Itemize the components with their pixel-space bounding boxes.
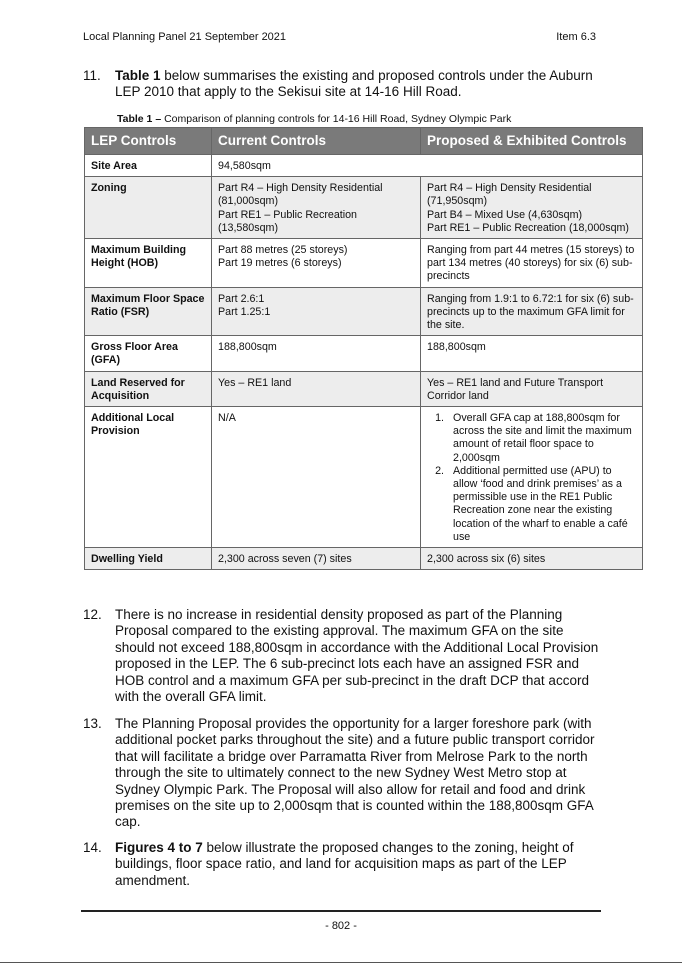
cell-proposed: Yes – RE1 land and Future Transport Corridor land <box>421 371 643 406</box>
paragraph-11 <box>83 68 603 101</box>
cell-proposed: 2,300 across six (6) sites <box>421 548 643 570</box>
page-number: - 802 - <box>325 920 357 932</box>
cell-proposed: Ranging from 1.9:1 to 6.72:1 for six (6) sub-precincts up to the maximum GFA limit for the site. <box>421 287 643 336</box>
bold-reference: Figures 4 to 7 <box>115 840 203 855</box>
provision-list <box>427 412 636 544</box>
paragraph-text <box>115 68 603 101</box>
cell-current: Part 2.6:1 Part 1.25:1 <box>212 287 421 336</box>
row-label: Gross Floor Area (GFA) <box>85 336 212 371</box>
cell-current: Yes – RE1 land <box>212 371 421 406</box>
footer-divider <box>81 910 601 912</box>
table-row-dwelling-yield <box>85 548 643 570</box>
paragraph-number: 11. <box>83 68 101 83</box>
paragraph-number: 14. <box>83 840 102 855</box>
provision-item: 2. Additional permitted use (APU) to allow ‘food and drink premises’ as a permissible use in the RE1 Public Recreation zone near the existing location of the wharf to enable a café use <box>447 465 636 544</box>
paragraph-body: below summarises the existing and proposed controls under the Auburn LEP 2010 that apply to the Sekisui site at 14-16 Hill Road. <box>115 68 593 100</box>
table-row-fsr <box>85 287 643 336</box>
cell-proposed: Part R4 – High Density Residential (71,950sqm) Part B4 – Mixed Use (4,630sqm) Part RE1 – Public Recreation (18,000sqm) <box>421 177 643 239</box>
cell-current: Part R4 – High Density Residential (81,000sqm) Part RE1 – Public Recreation (13,580sqm) <box>212 177 421 239</box>
cell-current: Part 88 metres (25 storeys) Part 19 metres (6 storeys) <box>212 239 421 288</box>
paragraph-14 <box>83 840 603 889</box>
paragraph-body: below illustrate the proposed changes to the zoning, height of buildings, floor space ratio, and land for acquisition maps as part of the LEP amendment. <box>115 840 574 888</box>
row-label: Site Area <box>85 155 212 177</box>
paragraph-12 <box>83 607 603 705</box>
table-row-height <box>85 239 643 288</box>
table-row-gfa <box>85 336 643 371</box>
header-item-number: Item 6.3 <box>556 31 596 43</box>
table-row-land-reserved <box>85 371 643 406</box>
column-header-lep-controls: LEP Controls <box>85 128 212 155</box>
table-caption <box>117 113 511 125</box>
table-row-site-area <box>85 155 643 177</box>
cell-current: N/A <box>212 407 421 548</box>
row-label: Maximum Building Height (HOB) <box>85 239 212 288</box>
paragraph-text: The Planning Proposal provides the opportunity for a larger foreshore park (with additional pocket parks throughout the site) and a future public transport corridor that will facilitate a bridge over Parramatta River from Melrose Park to the north through the site to ultimately connect to the new Sydney West Metro stop at Sydney Olympic Park. The Proposal will also allow for retail and food and drink premises on the site up to 2,000sqm that is counted within the 188,800sqm GFA cap. <box>115 716 595 830</box>
row-label: Maximum Floor Space Ratio (FSR) <box>85 287 212 336</box>
cell-proposed <box>421 407 643 548</box>
table-row-zoning <box>85 177 643 239</box>
row-label: Zoning <box>85 177 212 239</box>
bold-reference: Table 1 <box>115 68 161 83</box>
paragraph-number: 13. <box>83 716 102 731</box>
cell-current: 188,800sqm <box>212 336 421 371</box>
header-meeting: Local Planning Panel 21 September 2021 <box>83 31 287 43</box>
paragraph-number: 12. <box>83 607 102 622</box>
row-label: Land Reserved for Acquisition <box>85 371 212 406</box>
caption-lead: Table 1 – <box>117 113 162 125</box>
cell-current: 2,300 across seven (7) sites <box>212 548 421 570</box>
page-edge-divider <box>0 962 682 963</box>
provision-item: 1. Overall GFA cap at 188,800sqm for across the site and limit the maximum amount of retail floor space to 2,000sqm <box>447 412 636 465</box>
page-header <box>83 31 596 43</box>
paragraph-text: There is no increase in residential density proposed as part of the Planning Proposal compared to the existing approval. The maximum GFA on the site should not exceed 188,800sqm in accordance with the Additional Local Provision proposed in the LEP. The 6 sub-precinct lots each have an assigned FSR and HOB control and a maximum GFA per sub-precinct in the draft DCP that accord with the overall GFA limit. <box>115 607 599 705</box>
column-header-current-controls: Current Controls <box>212 128 421 155</box>
cell-proposed: Ranging from part 44 metres (15 storeys) to part 134 metres (40 storeys) for six (6) sub-precincts <box>421 239 643 288</box>
cell-current: 94,580sqm <box>212 155 643 177</box>
caption-text: Comparison of planning controls for 14-16 Hill Road, Sydney Olympic Park <box>161 113 512 125</box>
row-label: Dwelling Yield <box>85 548 212 570</box>
paragraph-text <box>115 840 603 889</box>
table-header-row <box>85 128 643 155</box>
cell-proposed: 188,800sqm <box>421 336 643 371</box>
planning-controls-table <box>84 127 643 570</box>
row-label: Additional Local Provision <box>85 407 212 548</box>
paragraph-13 <box>83 716 603 831</box>
table-row-additional-provision <box>85 407 643 548</box>
column-header-proposed-controls: Proposed & Exhibited Controls <box>421 128 643 155</box>
